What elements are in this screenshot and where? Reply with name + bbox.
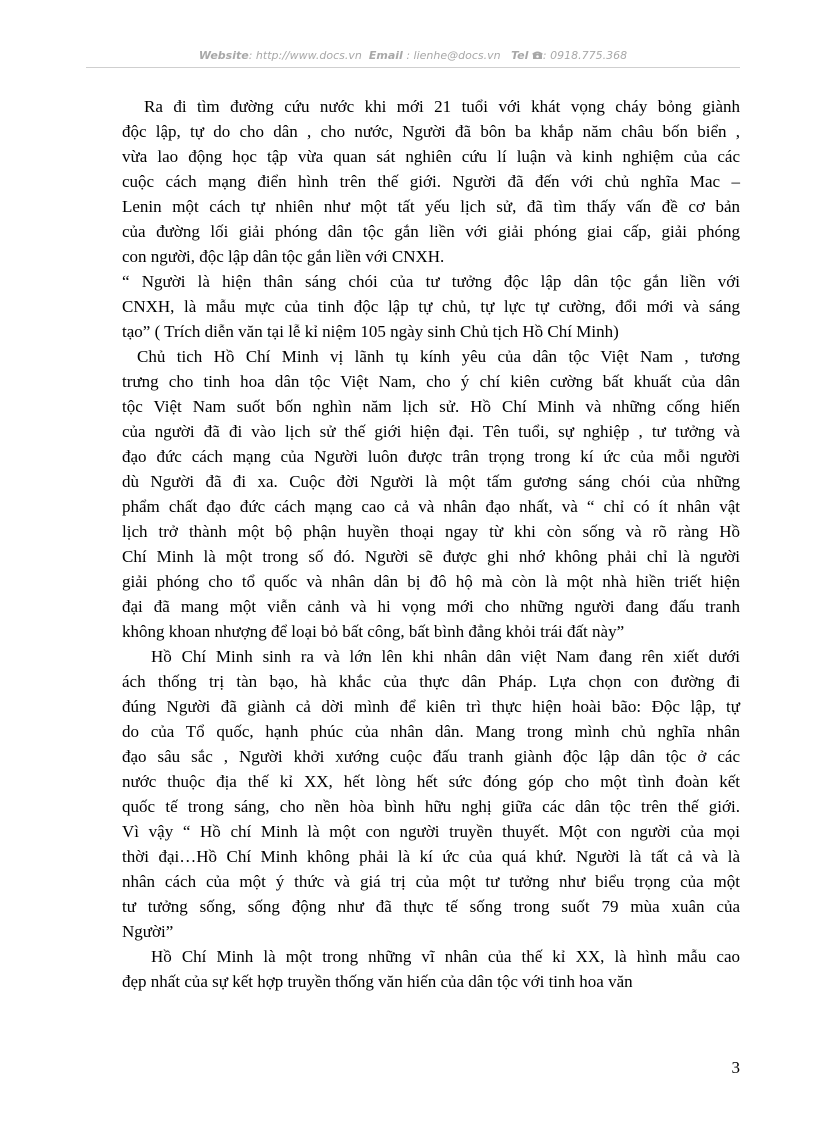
website-label: Website <box>198 49 249 62</box>
text-line: Người” <box>122 922 174 941</box>
paragraph <box>122 944 740 994</box>
text-line: dù Người đã đi xa. Cuộc đời Người là một tấm gương sáng chói của những <box>122 472 740 491</box>
text-line: nhân cách của một ý thức và giá trị của một tư tưởng như biểu trọng của một <box>122 872 740 891</box>
text-line: giải phóng cho tổ quốc và nhân dân bị đô hộ mà còn là một nhà hiền triết hiện <box>122 572 740 591</box>
text-line: Ra đi tìm đường cứu nước khi mới 21 tuổi với khát vọng cháy bỏng giành <box>144 97 740 116</box>
tel-value: : 0918.775.368 <box>542 49 628 62</box>
text-line: ách thống trị tàn bạo, hà khắc của thực dân Pháp. Lựa chọn con đường đi <box>122 672 740 691</box>
text-line: không khoan nhượng để loại bỏ bất công, bất bình đẳng khỏi trái đất này” <box>122 622 625 641</box>
text-line: của đường lối giải phóng dân tộc gắn liền với giải phóng giai cấp, giải phóng <box>122 222 740 241</box>
text-line: đẹp nhất của sự kết hợp truyền thống văn hiến của dân tộc với tinh hoa văn <box>122 972 633 991</box>
text-line: tạo” ( Trích diễn văn tại lễ kỉ niệm 105 ngày sinh Chủ tịch Hồ Chí Minh) <box>122 322 619 341</box>
text-line: đại đã mang một viễn cảnh và hi vọng mới cho những người đang đấu tranh <box>122 597 740 616</box>
text-line: cuộc cách mạng điển hình trên thế giới. Người đã đến với chủ nghĩa Mac – <box>122 172 740 191</box>
page-header <box>86 49 740 63</box>
text-line: lịch trở thành một bộ phận huyền thoại ngay từ khi còn sống và rõ ràng Hồ <box>122 522 740 541</box>
text-line: đúng Người đã giành cả dời mình để kiên trì thực hiện hoài bão: Độc lập, tự <box>122 697 740 716</box>
text-line: phẩm chất đạo đức cách mạng cao cả và nhân đạo nhất, và “ chỉ có ít nhân vật <box>122 497 740 516</box>
text-line: độc lập, tự do cho dân , cho nước, Người đã bôn ba khắp năm châu bốn biển , <box>122 122 740 141</box>
text-line: Chủ tich Hồ Chí Minh vị lãnh tụ kính yêu của dân tộc Việt Nam , tương <box>137 347 740 366</box>
text-line: của người đã đi vào lịch sử thế giới hiện đại. Tên tuổi, sự nghiệp , tư tưởng và <box>122 422 740 441</box>
header-rule <box>86 67 740 68</box>
text-line: Chí Minh là một trong số đó. Người sẽ được ghi nhớ không phải chỉ là người <box>122 547 740 566</box>
telephone-icon <box>532 49 543 62</box>
text-line: vừa lao động học tập vừa quan sát nghiên cứu lí luận và kinh nghiệm của các <box>122 147 740 166</box>
text-line: thời đại…Hồ Chí Minh không phải là kí ức của quá khứ. Người là tất cả và là <box>122 847 740 866</box>
paragraph <box>122 344 740 644</box>
text-line: trưng cho tinh hoa dân tộc Việt Nam, cho ý chí kiên cường bất khuất của dân <box>122 372 740 391</box>
paragraph <box>122 269 740 344</box>
text-line: Hồ Chí Minh là một trong những vĩ nhân của thế kỉ XX, là hình mẫu cao <box>151 947 740 966</box>
text-line: CNXH, là mẫu mực của tinh độc lập tự chủ, tự lực tự cường, đổi mới và sáng <box>122 297 740 316</box>
text-line: con người, độc lập dân tộc gắn liền với CNXH. <box>122 247 445 266</box>
text-line: tư tưởng sống, sống động như đã thực tế sống trong suốt 79 mùa xuân của <box>122 897 740 916</box>
text-line: quốc tế trong sáng, cho nền hòa bình hữu nghị giữa các dân tộc trên thế giới. <box>122 797 740 816</box>
text-line: do của Tổ quốc, hạnh phúc của nhân dân. Mang trong mình chủ nghĩa nhân <box>122 722 740 741</box>
paragraph <box>122 94 740 269</box>
document-body <box>122 94 740 994</box>
email-value: : lienhe@docs.vn <box>406 49 501 62</box>
text-line: tộc Việt Nam suốt bốn nghìn năm lịch sử. Hồ Chí Minh và những cống hiến <box>122 397 740 416</box>
paragraph <box>122 644 740 944</box>
text-line: Lenin một cách tự nhiên như một tất yếu lịch sử, đã tìm thấy vấn đề cơ bản <box>122 197 740 216</box>
website-value: : http://www.docs.vn <box>248 49 362 62</box>
text-line: đạo đức cách mạng của Người luôn được trân trọng trong kí ức của mỗi người <box>122 447 740 466</box>
email-label: Email <box>368 49 403 62</box>
page-number: 3 <box>731 1058 740 1077</box>
text-line: đạo sâu sắc , Người khởi xướng cuộc đấu tranh giành độc lập dân tộc ở các <box>122 747 740 766</box>
tel-label: Tel <box>511 49 529 62</box>
text-line: Vì vậy “ Hồ chí Minh là một con người truyền thuyết. Một con người của mọi <box>122 822 740 841</box>
text-line: nước thuộc địa thế kỉ XX, hết lòng hết sức đóng góp cho một tình đoàn kết <box>122 772 740 791</box>
text-line: “ Người là hiện thân sáng chói của tư tưởng độc lập dân tộc gắn liền với <box>122 272 740 291</box>
text-line: Hồ Chí Minh sinh ra và lớn lên khi nhân dân việt Nam đang rên xiết dưới <box>151 647 740 666</box>
